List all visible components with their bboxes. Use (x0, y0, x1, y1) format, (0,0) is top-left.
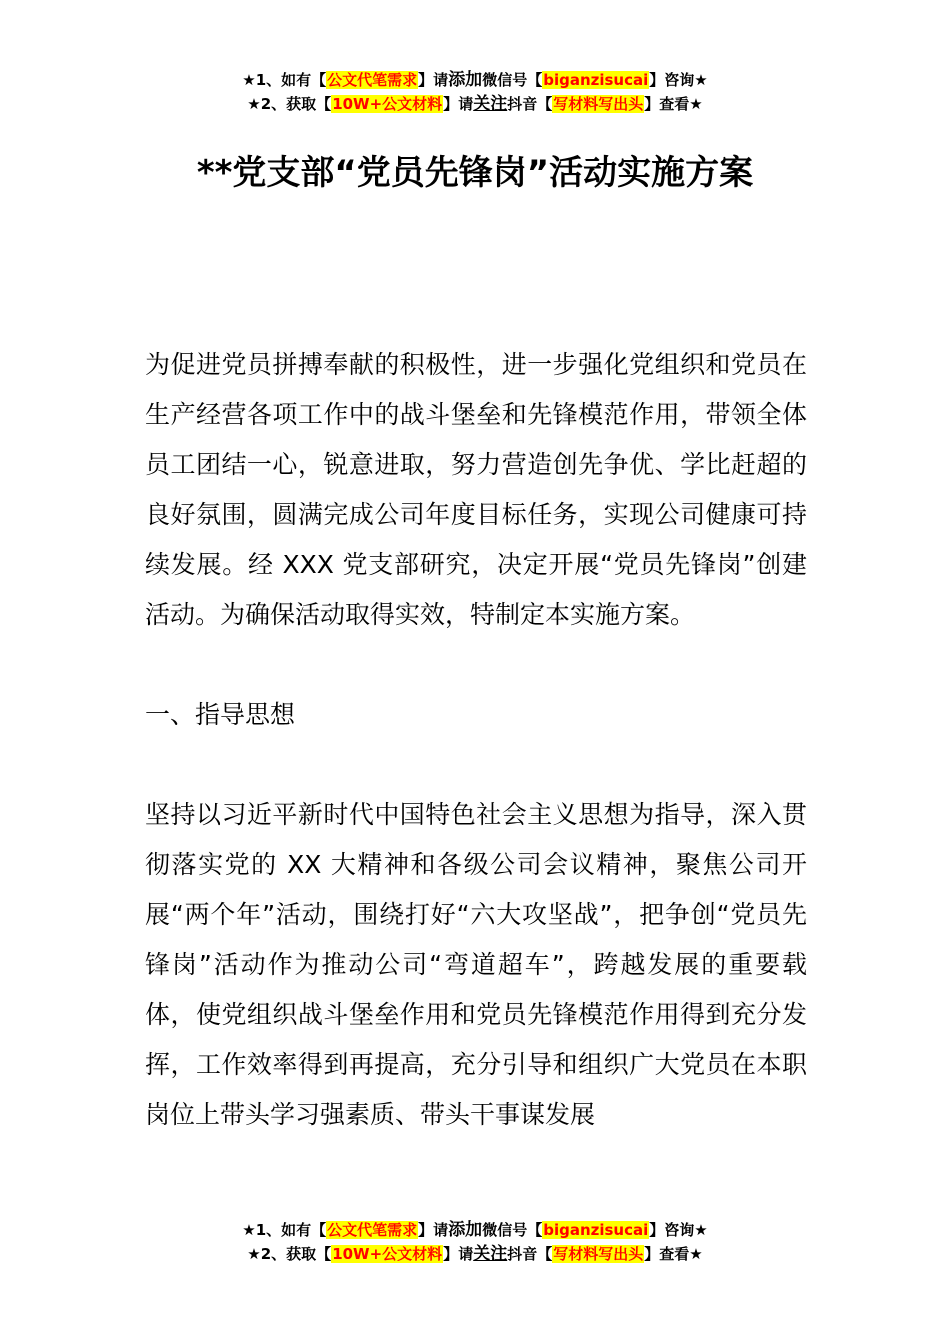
footer-banner (0, 1218, 950, 1266)
banner-text: 】请 (418, 1221, 449, 1239)
banner-text: 抖音【 (507, 95, 553, 113)
banner-text: 】查看★ (644, 95, 703, 113)
banner-text: 】请 (443, 95, 474, 113)
banner-text: 】咨询★ (649, 71, 708, 89)
document-title: **党支部“党员先锋岗”活动实施方案 (196, 153, 754, 193)
banner-text: 】请 (443, 1245, 474, 1263)
banner-text: 微信号【 (482, 71, 543, 89)
banner-text: ★2、获取【 (247, 95, 332, 113)
section-paragraph: 坚持以习近平新时代中国特色社会主义思想为指导，深入贯彻落实党的 XX 大精神和各级公司会议精神，聚焦公司开展“两个年”活动，围绕打好“六大攻坚战”，把争创“党员先锋岗”活动作为推动公司“弯道超车”，跨越发展的重要载体，使党组织战斗堡垒作用和党员先锋模范作用得到充分发挥，工作效率得到再提高，充分引导和组织广大党员在本职岗位上带头学习强素质、带头干事谋发展 (145, 800, 807, 1129)
banner-emphasis: 关注 (473, 94, 508, 114)
banner-highlight: 写材料写出头 (553, 95, 644, 113)
banner-line-2 (0, 1242, 950, 1266)
intro-paragraph: 为促进党员拼搏奉献的积极性，进一步强化党组织和党员在生产经营各项工作中的战斗堡垒和先锋模范作用，带领全体员工团结一心，锐意进取，努力营造创先争优、学比赶超的良好氛围，圆满完成公司年度目标任务，实现公司健康可持续发展。经 XXX 党支部研究，决定开展“党员先锋岗”创建活动。为确保活动取得实效，特制定本实施方案。 (145, 350, 807, 629)
banner-text: ★1、如有【 (242, 1221, 327, 1239)
header-banner (0, 68, 950, 116)
banner-emphasis: 关注 (473, 1244, 508, 1264)
banner-highlight: 10W+公文材料 (332, 95, 443, 113)
banner-text: ★1、如有【 (242, 71, 327, 89)
banner-text: ★2、获取【 (247, 1245, 332, 1263)
banner-text: 】查看★ (644, 1245, 703, 1263)
banner-line-2 (0, 92, 950, 116)
banner-highlight: 10W+公文材料 (332, 1245, 443, 1263)
banner-emphasis: 添加 (448, 70, 483, 90)
banner-emphasis: 添加 (448, 1220, 483, 1240)
banner-line-1 (0, 68, 950, 92)
banner-text: 微信号【 (482, 1221, 543, 1239)
banner-highlight: 公文代笔需求 (327, 1221, 418, 1239)
banner-text: 】请 (418, 71, 449, 89)
banner-text: 】咨询★ (649, 1221, 708, 1239)
banner-highlight: biganzisucai (543, 1221, 649, 1239)
document-body (145, 340, 807, 1140)
banner-text: 抖音【 (507, 1245, 553, 1263)
banner-line-1 (0, 1218, 950, 1242)
banner-highlight: 公文代笔需求 (327, 71, 418, 89)
banner-highlight: biganzisucai (543, 71, 649, 89)
section-heading: 一、指导思想 (145, 700, 296, 729)
banner-highlight: 写材料写出头 (553, 1245, 644, 1263)
